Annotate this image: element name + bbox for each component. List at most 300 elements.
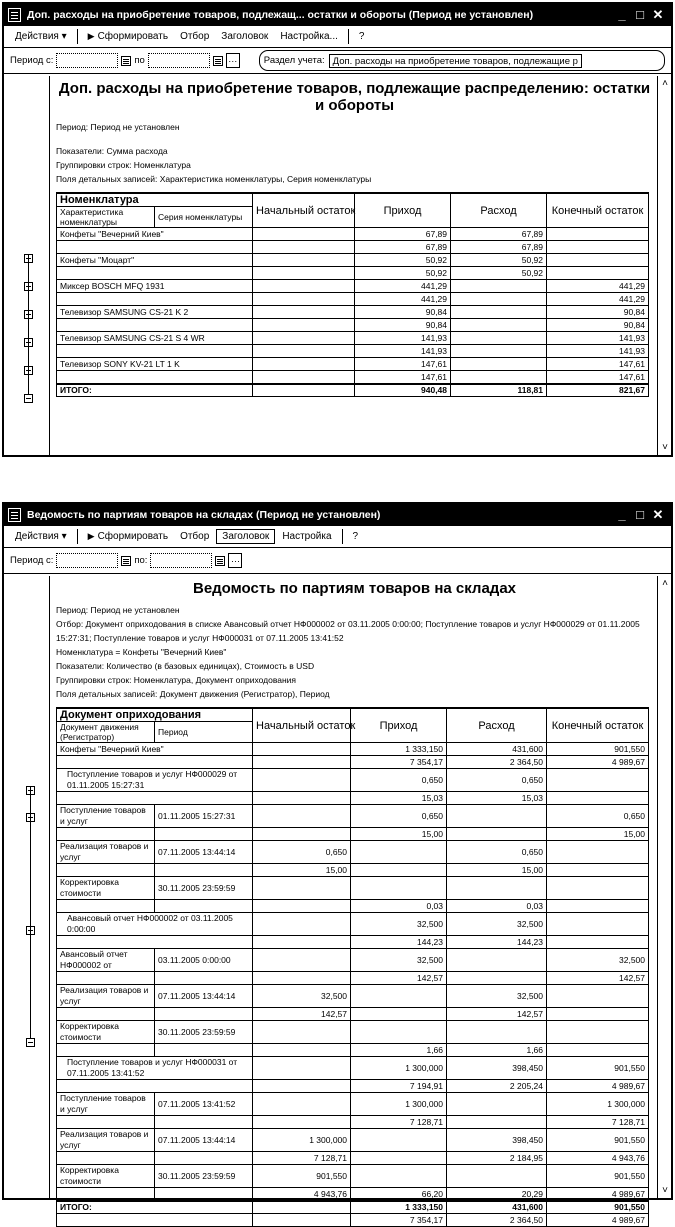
cell-end [547,254,649,267]
cell-out [447,828,547,841]
cell-document: Корректировка стоимости [57,1021,155,1044]
cell-out [447,972,547,985]
cell-end [547,792,649,805]
cell-document: Поступление товаров и услуг НФ000031 от 07.11.2005 13:41:52 [57,1057,253,1080]
table-row[interactable] [57,900,649,913]
cell-end [547,913,649,936]
cell-period: 30.11.2005 23:59:59 [155,877,253,900]
table-row[interactable] [57,972,649,985]
cell-out [451,332,547,345]
cell-document: Конфеты "Вечерний Киев" [57,743,253,756]
cell-document: Реализация товаров и услуг [57,1129,155,1152]
cell-start: 15,00 [253,864,351,877]
period-select-button[interactable]: … [228,553,242,568]
accounting-section-select[interactable]: Доп. расходы на приобретение товаров, подлежащие р [329,54,582,68]
cell-out [451,319,547,332]
settings-button[interactable]: Настройка... [280,31,338,42]
cell-in: 142,57 [351,972,447,985]
table-row[interactable] [57,1116,649,1129]
cell-in: 50,92 [355,254,451,267]
window-title: Доп. расходы на приобретение товаров, подлежащ... остатки и обороты (Период не установлен) [27,9,534,21]
cell-out: 15,03 [447,792,547,805]
cell-in: 50,92 [355,267,451,280]
cell-out: 431,600 [447,743,547,756]
col-header-start: Начальный остаток [253,708,351,743]
window-titlebar[interactable] [4,4,671,26]
report-title: Доп. расходы на приобретение товаров, подлежащие распределению: остатки и обороты [58,80,651,114]
table-row[interactable] [57,756,649,769]
total-out: 431,600 [447,1201,547,1214]
cell-start [253,949,351,972]
cell-document [57,756,253,769]
cell-nomenclature [57,345,253,358]
table-row[interactable] [57,743,649,756]
cell-document: Корректировка стоимости [57,1165,155,1188]
cell-period [155,828,253,841]
period-from-input[interactable] [56,53,118,68]
col-header-start: Начальный остаток [253,193,355,228]
cell-end [547,900,649,913]
col-header-nomenclature: Номенклатура [57,193,253,207]
cell-end: 142,57 [547,972,649,985]
report-filter: Отбор: Документ оприходования в списке Авансовый отчет НФ000002 от 03.11.2005 0:00:00; Поступление товаров и услуг НФ000029 от 01.11.2005 15:27:31; Поступление товаров и услуг НФ000031 от 07.11.2005 13:41:52 [56,619,640,643]
cell-out: 32,500 [447,913,547,936]
cell-document [57,1152,155,1165]
collapse-group-icon[interactable] [24,394,33,403]
window-title: Ведомость по партиям товаров на складах (Период не установлен) [27,509,381,521]
report-detail-fields: Поля детальных записей: Документ движения (Регистратор), Период [56,689,330,699]
table-row[interactable] [57,769,649,792]
table-row[interactable] [57,371,649,384]
cell-in: 90,84 [355,319,451,332]
total-row [57,384,649,397]
cell-period [155,972,253,985]
scroll-up-icon[interactable]: ˄ [662,78,668,89]
cell-start [253,358,355,371]
table-row[interactable] [57,936,649,949]
total-end: 821,67 [547,384,649,397]
report-title: Ведомость по партиям товаров на складах [192,580,516,597]
cell-start [253,228,355,241]
cell-start [253,805,351,828]
col-header-series: Серия номенклатуры [155,207,253,228]
cell-in [351,864,447,877]
cell-out: 0,650 [447,841,547,864]
cell-start: 7 128,71 [253,1152,351,1165]
cell-end [547,1008,649,1021]
cell-start: 901,550 [253,1165,351,1188]
table-row[interactable] [57,913,649,936]
scroll-up-icon[interactable]: ˄ [662,578,668,589]
cell-in: 1,66 [351,1044,447,1057]
cell-out: 50,92 [451,267,547,280]
col-header-out: Расход [447,708,547,743]
cell-start [253,1021,351,1044]
accounting-section-group [259,50,665,71]
cell-document [57,1044,155,1057]
header-button[interactable]: Заголовок [221,31,269,42]
cell-end: 7 128,71 [547,1116,649,1129]
cell-end: 4 989,67 [547,1188,649,1201]
total-in: 1 333,150 [351,1201,447,1214]
report-area [4,576,671,1225]
cell-nomenclature [57,267,253,280]
cell-in [351,841,447,864]
table-row[interactable] [57,1165,649,1188]
cell-document [57,864,155,877]
cell-document: Реализация товаров и услуг [57,841,155,864]
actions-menu[interactable]: Действия ▾ [15,31,67,42]
cell-out [447,949,547,972]
table-row[interactable] [57,1021,649,1044]
play-icon: ▶ [87,31,95,41]
cell-out [447,1116,547,1129]
accounting-section-label: Раздел учета: [263,55,325,66]
cell-in: 147,61 [355,358,451,371]
cell-period: 07.11.2005 13:44:14 [155,985,253,1008]
cell-nomenclature: Телевизор SAMSUNG CS-21 S 4 WR [57,332,253,345]
cell-out [447,1165,547,1188]
period-bar [4,548,671,574]
cell-end [547,1021,649,1044]
cell-end: 141,93 [547,345,649,358]
cell-out: 67,89 [451,241,547,254]
cell-in: 1 300,000 [351,1093,447,1116]
filter-button[interactable]: Отбор [180,31,210,42]
cell-document [57,828,155,841]
cell-end [547,1044,649,1057]
cell-in [351,1165,447,1188]
cell-end: 4 943,76 [547,1152,649,1165]
cell-start [253,306,355,319]
table-row[interactable] [57,228,649,241]
total-label [57,1214,253,1227]
cell-out: 15,00 [447,864,547,877]
report-body [56,576,653,1225]
cell-end [547,864,649,877]
cell-in [351,985,447,1008]
report-period: Период: Период не установлен [56,605,180,615]
period-from-label: Период с: [10,555,54,566]
cell-end: 4 989,67 [547,1080,649,1093]
cell-in: 7 194,91 [351,1080,447,1093]
report-icon [8,508,21,522]
filter-button[interactable]: Отбор [180,531,210,542]
grouping-gutter [4,76,50,455]
cell-document: Авансовый отчет НФ000002 от 03.11.2005 0:00:00 [57,913,253,936]
cell-in: 7 128,71 [351,1116,447,1129]
table-row[interactable] [57,280,649,293]
cell-end [547,936,649,949]
cell-start [253,345,355,358]
table-row[interactable] [57,345,649,358]
col-header-end: Конечный остаток [547,708,649,743]
report-indicators: Показатели: Количество (в базовых единицах), Стоимость в USD [56,661,315,671]
period-select-button[interactable]: … [226,53,240,68]
cell-in: 90,84 [355,306,451,319]
report-detail-fields: Поля детальных записей: Характеристика номенклатуры, Серия номенклатуры [56,174,372,184]
vertical-scrollbar[interactable] [657,576,671,1198]
cell-period [155,1152,253,1165]
cell-end: 147,61 [547,371,649,384]
cell-document [57,900,155,913]
scroll-down-icon[interactable]: ˅ [662,442,668,453]
cell-in: 0,650 [351,805,447,828]
maximize-button[interactable]: □ [636,7,644,22]
minimize-button[interactable]: _ [618,7,626,22]
cell-document: Реализация товаров и услуг [57,985,155,1008]
report-window-batches [2,502,673,1225]
table-row[interactable] [57,319,649,332]
period-to-input[interactable] [148,53,210,68]
cell-start: 1 300,000 [253,1129,351,1152]
cell-start [253,743,351,756]
cell-out [447,877,547,900]
table-row[interactable] [57,864,649,877]
report-indicators: Показатели: Сумма расхода [56,146,168,156]
table-row[interactable] [57,267,649,280]
table-row[interactable] [57,792,649,805]
cell-in [351,1021,447,1044]
help-button[interactable]: ? [358,31,365,42]
window-titlebar[interactable] [4,504,671,526]
cell-document [57,1188,155,1201]
report-period: Период: Период не установлен [56,122,180,132]
cell-end: 147,61 [547,358,649,371]
report-body [56,76,653,455]
cell-end [547,228,649,241]
col-header-period: Период [155,722,253,743]
cell-out [447,1021,547,1044]
cell-start [253,319,355,332]
cell-out: 20,29 [447,1188,547,1201]
cell-document [57,792,253,805]
total-out: 2 364,50 [447,1214,547,1227]
cell-out [451,280,547,293]
table-row[interactable] [57,293,649,306]
table-row[interactable] [57,1044,649,1057]
cell-in: 15,03 [351,792,447,805]
calendar-icon[interactable] [213,56,223,66]
cell-end: 1 300,000 [547,1093,649,1116]
cell-end: 901,550 [547,1057,649,1080]
toolbar-separator [77,29,78,44]
cell-in: 1 300,000 [351,1057,447,1080]
cell-nomenclature [57,241,253,254]
table-row[interactable] [57,877,649,900]
total-row [57,1201,649,1214]
report-icon [8,8,21,22]
cell-nomenclature [57,371,253,384]
table-row[interactable] [57,805,649,828]
table-row[interactable] [57,1057,649,1080]
cell-end: 4 989,67 [547,756,649,769]
grouping-gutter [4,576,50,1198]
table-row[interactable] [57,1080,649,1093]
toolbar [4,26,671,48]
report-nomenclature-filter: Номенклатура = Конфеты "Вечерний Киев" [56,647,227,657]
cell-out: 2 205,24 [447,1080,547,1093]
cell-start [253,769,351,792]
cell-start [253,972,351,985]
cell-in: 7 354,17 [351,756,447,769]
cell-in: 32,500 [351,913,447,936]
report-table [56,192,649,397]
cell-end [547,769,649,792]
cell-start: 0,650 [253,841,351,864]
close-button[interactable]: ✕ [652,507,664,522]
cell-start [253,913,351,936]
table-row[interactable] [57,1188,649,1201]
total-start [253,1214,351,1227]
cell-period [155,1008,253,1021]
cell-out [451,371,547,384]
cell-nomenclature: Телевизор SAMSUNG CS-21 K 2 [57,306,253,319]
minimize-button[interactable]: _ [618,507,626,522]
cell-document [57,936,253,949]
cell-in: 15,00 [351,828,447,841]
cell-in: 0,650 [351,769,447,792]
generate-button[interactable]: ▶ Сформировать [87,531,169,542]
actions-menu[interactable]: Действия ▾ [15,531,67,542]
cell-in: 67,89 [355,228,451,241]
cell-start [253,828,351,841]
cell-start: 4 943,76 [253,1188,351,1201]
col-header-out: Расход [451,193,547,228]
cell-start [253,293,355,306]
cell-end: 90,84 [547,319,649,332]
total-end: 901,550 [547,1201,649,1214]
table-row[interactable] [57,1129,649,1152]
cell-out: 398,450 [447,1129,547,1152]
cell-start [253,1116,351,1129]
calendar-icon[interactable] [121,56,131,66]
cell-out: 144,23 [447,936,547,949]
period-to-label: по: [134,555,148,566]
table-row[interactable] [57,1152,649,1165]
cell-document [57,1116,155,1129]
cell-in: 141,93 [355,332,451,345]
table-row[interactable] [57,1008,649,1021]
cell-period [155,1116,253,1129]
table-row[interactable] [57,1093,649,1116]
cell-period: 07.11.2005 13:44:14 [155,841,253,864]
calendar-icon[interactable] [121,556,131,566]
header-button[interactable]: Заголовок [216,529,275,544]
settings-button[interactable]: Настройка [282,531,332,542]
table-row[interactable] [57,254,649,267]
cell-period: 03.11.2005 0:00:00 [155,949,253,972]
table-row[interactable] [57,949,649,972]
cell-start [253,1093,351,1116]
total-row [57,1214,649,1227]
total-end: 4 989,67 [547,1214,649,1227]
total-out: 118,81 [451,384,547,397]
period-from-input[interactable] [56,553,118,568]
cell-in: 441,29 [355,280,451,293]
cell-start [253,254,355,267]
table-row[interactable] [57,841,649,864]
toolbar-separator [77,529,78,544]
table-row[interactable] [57,828,649,841]
calendar-icon[interactable] [215,556,225,566]
table-header-row [57,193,649,207]
vertical-scrollbar[interactable] [657,76,671,455]
cell-in: 144,23 [351,936,447,949]
close-button[interactable]: ✕ [652,7,664,22]
cell-start [253,792,351,805]
cell-in: 141,93 [355,345,451,358]
cell-start [253,756,351,769]
table-row[interactable] [57,332,649,345]
tree-line [28,254,29,394]
help-button[interactable]: ? [352,531,359,542]
collapse-group-icon[interactable] [26,1038,35,1047]
cell-out: 398,450 [447,1057,547,1080]
cell-nomenclature [57,293,253,306]
maximize-button[interactable]: □ [636,507,644,522]
report-row-groupings: Группировки строк: Номенклатура [56,160,191,170]
cell-nomenclature: Конфеты "Моцарт" [57,254,253,267]
play-icon: ▶ [87,531,95,541]
table-row[interactable] [57,358,649,371]
cell-out: 2 364,50 [447,756,547,769]
col-header-in: Приход [351,708,447,743]
cell-document: Поступление товаров и услуг [57,1093,155,1116]
table-row[interactable] [57,306,649,319]
generate-button[interactable]: ▶ Сформировать [87,31,169,42]
col-header-characteristic: Характеристика номенклатуры [57,207,155,228]
table-row[interactable] [57,241,649,254]
cell-start [253,371,355,384]
table-row[interactable] [57,985,649,1008]
tree-line [30,786,31,1038]
cell-period [155,864,253,877]
toolbar-separator [342,529,343,544]
toolbar [4,526,671,548]
toolbar-separator [348,29,349,44]
report-table [56,707,649,1227]
col-header-movement-document: Документ движения (Регистратор) [57,722,155,743]
col-header-receipt-document: Документ оприходования [57,708,253,722]
cell-out [451,306,547,319]
report-row-groupings: Группировки строк: Номенклатура, Документ оприходования [56,675,297,685]
total-in: 940,48 [355,384,451,397]
cell-end [547,267,649,280]
cell-end [547,985,649,1008]
cell-end [547,241,649,254]
cell-in [351,1152,447,1165]
cell-period [155,900,253,913]
cell-start: 142,57 [253,1008,351,1021]
cell-period: 30.11.2005 23:59:59 [155,1021,253,1044]
cell-nomenclature: Телевизор SONY KV-21 LT 1 K [57,358,253,371]
period-to-input[interactable] [150,553,212,568]
scroll-down-icon[interactable]: ˅ [662,1185,668,1196]
cell-end: 15,00 [547,828,649,841]
cell-start [253,1044,351,1057]
total-start [253,1201,351,1214]
cell-start [253,280,355,293]
cell-out: 67,89 [451,228,547,241]
cell-period: 07.11.2005 13:41:52 [155,1093,253,1116]
cell-start [253,1080,351,1093]
cell-end: 901,550 [547,743,649,756]
cell-in: 67,89 [355,241,451,254]
cell-end [547,841,649,864]
cell-in: 147,61 [355,371,451,384]
total-in: 7 354,17 [351,1214,447,1227]
